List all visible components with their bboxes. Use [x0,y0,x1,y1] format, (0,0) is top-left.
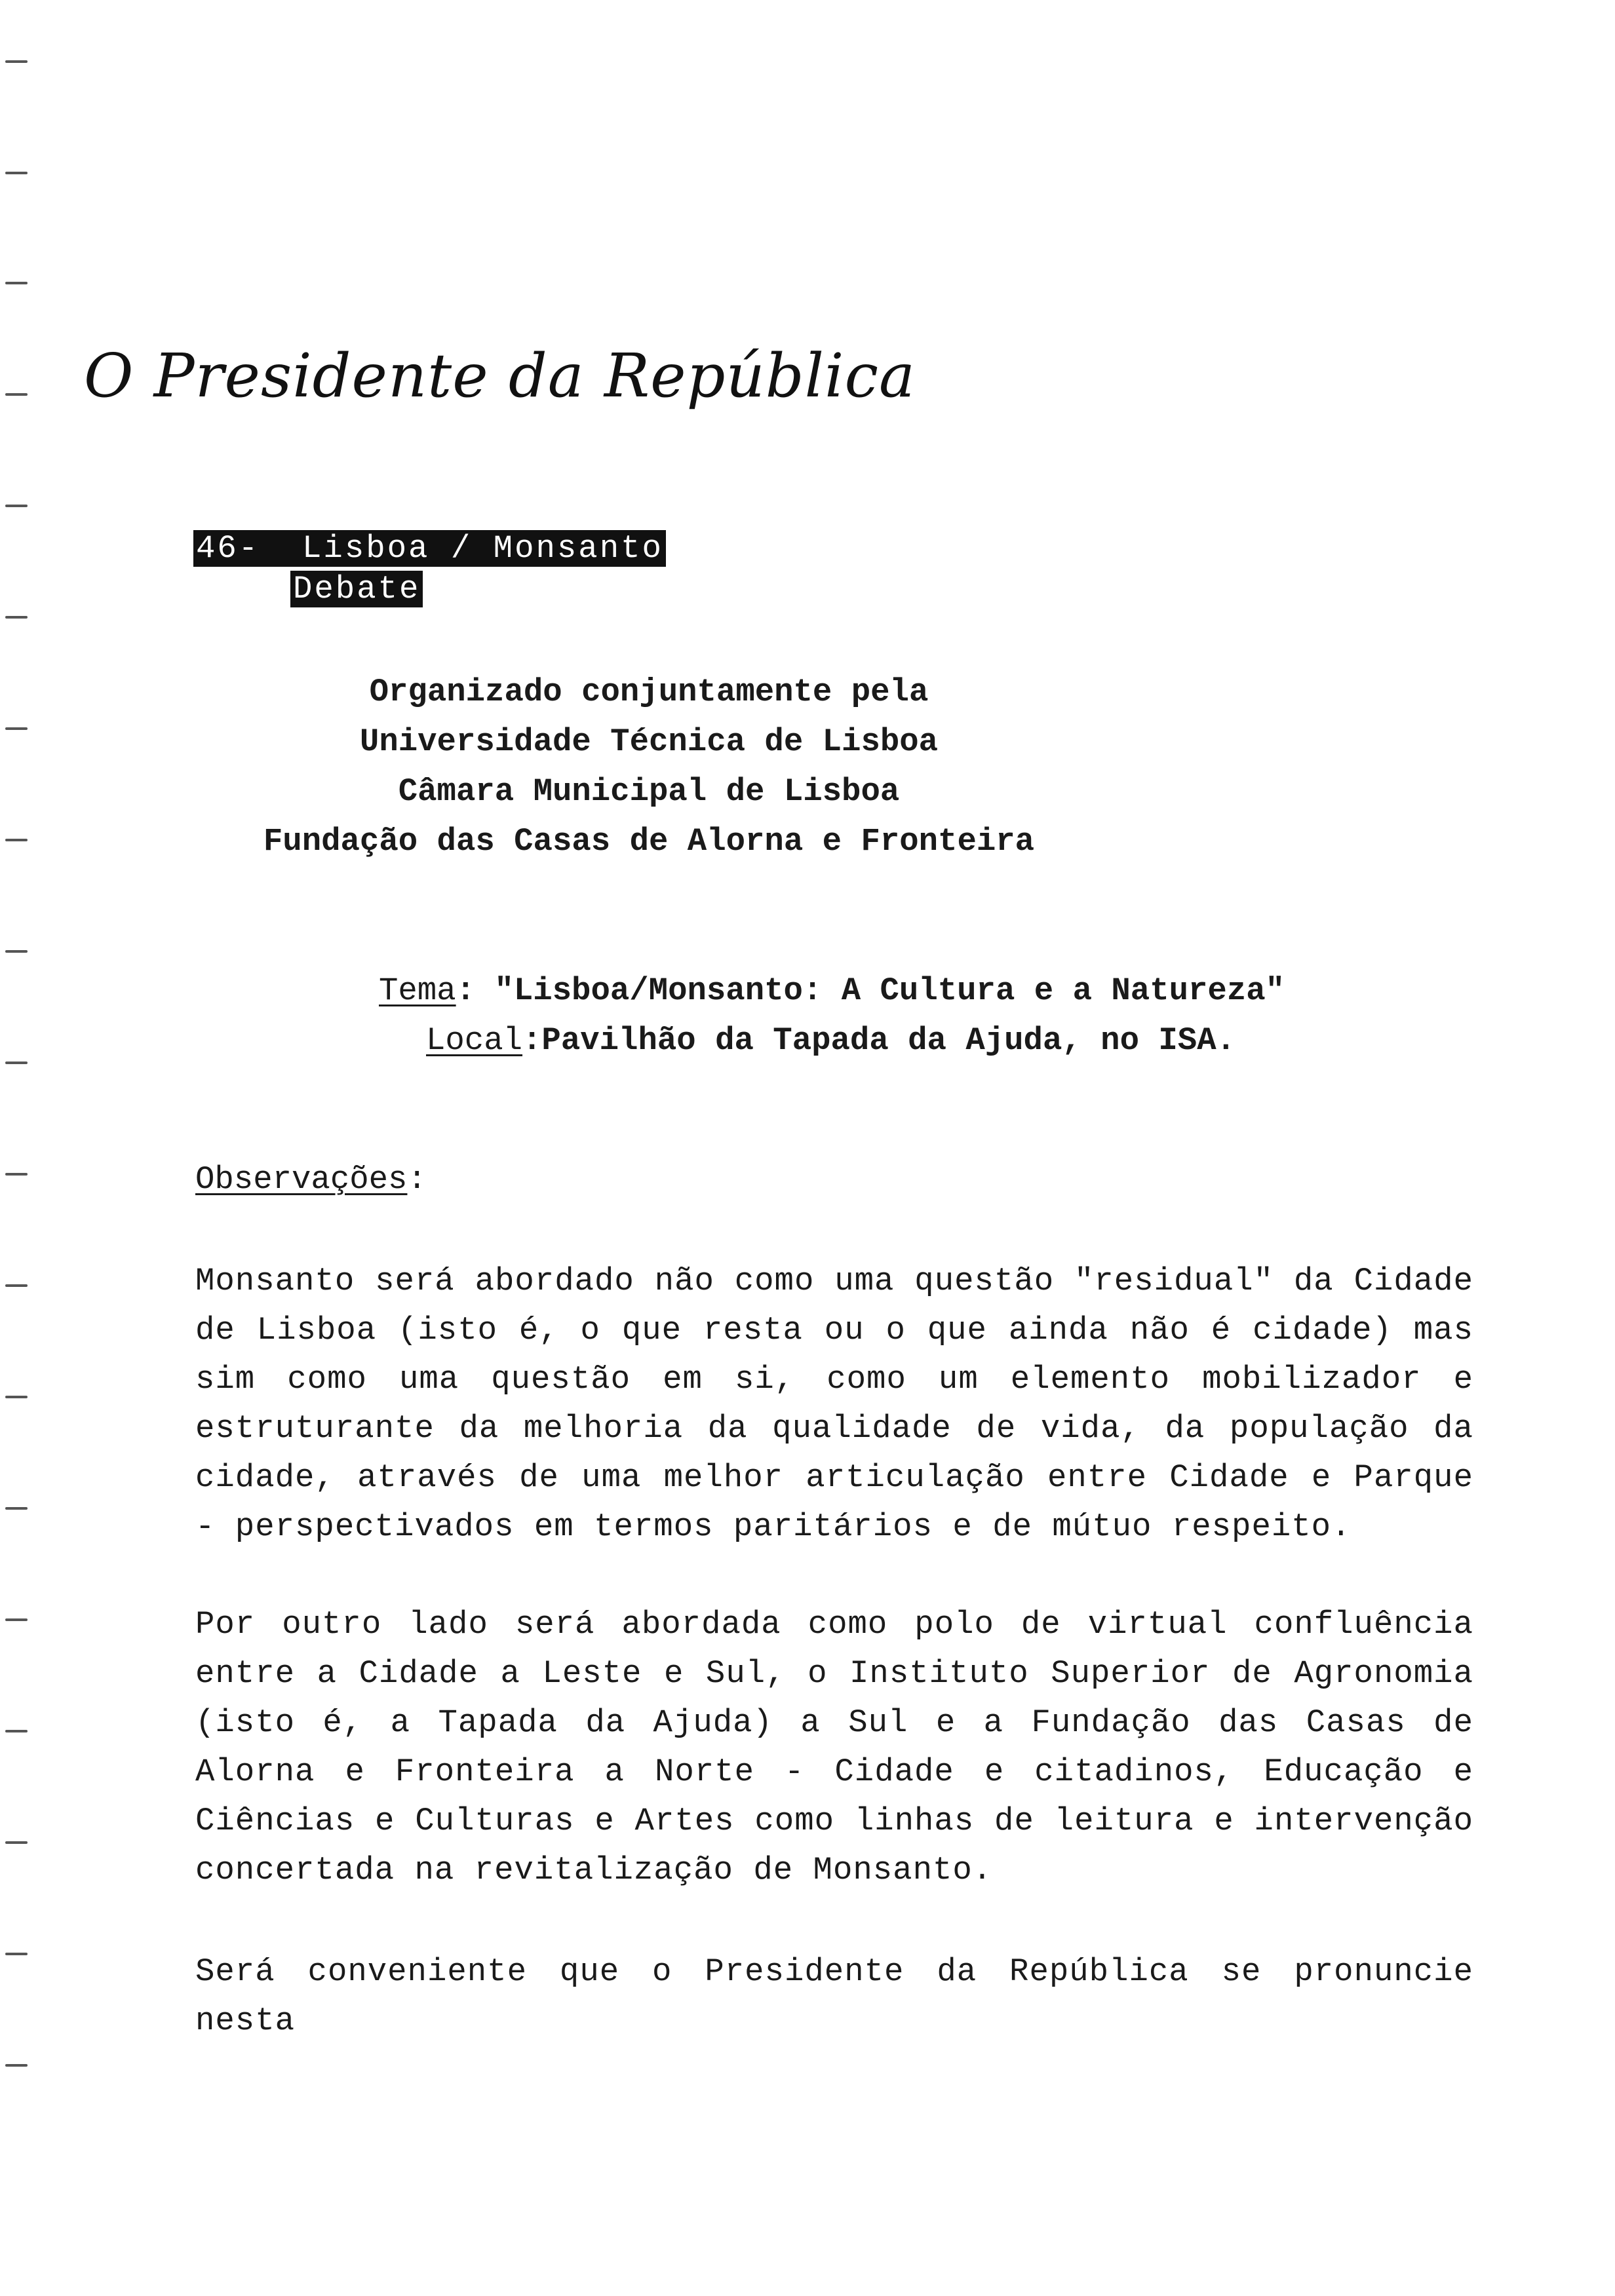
tema-label: Tema [379,972,456,1009]
item-type: Debate [290,571,423,607]
item-number: 46- [196,530,260,567]
item-place: Lisboa / Monsanto [302,530,663,567]
organizer-1: Universidade Técnica de Lisboa [359,723,939,760]
item-number-place [193,530,666,567]
letterhead-title: O Presidente da República [84,341,916,411]
organizers-block [0,667,1615,866]
tema-line [379,966,1285,1016]
organizers-intro: Organizado conjuntamente pela [369,674,929,710]
tema-value: : "Lisboa/Monsanto: A Cultura e a Natureza" [456,972,1285,1009]
organizer-2: Câmara Municipal de Lisboa [398,773,900,810]
local-line [426,1016,1236,1065]
binding-margin-marks [0,0,39,2296]
item-heading [193,528,666,609]
local-value: :Pavilhão da Tapada da Ajuda, no ISA. [522,1022,1236,1059]
paragraph-3: Será conveniente que o Presidente da República se pronuncie nesta [195,1953,1473,2039]
observacoes-heading: Observações: [195,1161,427,1198]
paragraph-1: Monsanto será abordado não como uma questão "residual" da Cidade de Lisboa (isto é, o que resta ou o que ainda não é cidade) mas sim como uma questão em si, como um elemento mobilizador e estruturante da melhoria da qualidade de vida, da população da cidade, através de uma melhor articulação entre Cidade e Parque - perspectivados em termos paritários e de mútuo respeito. [195,1263,1473,1545]
local-label: Local [426,1022,523,1059]
organizer-3: Fundação das Casas de Alorna e Fronteira [263,823,1035,860]
paragraph-2: Por outro lado será abordada como polo de virtual confluência entre a Cidade a Leste e Sul, o Instituto Superior de Agronomia (isto é, a Tapada da Ajuda) a Sul e a Fundação das Casas de Alorna e Fronteira a Norte - Cidade e citadinos, Educação e Ciências e Culturas e Artes como linhas de leitura e intervenção concertada na revitalização de Monsanto. [195,1606,1473,1888]
